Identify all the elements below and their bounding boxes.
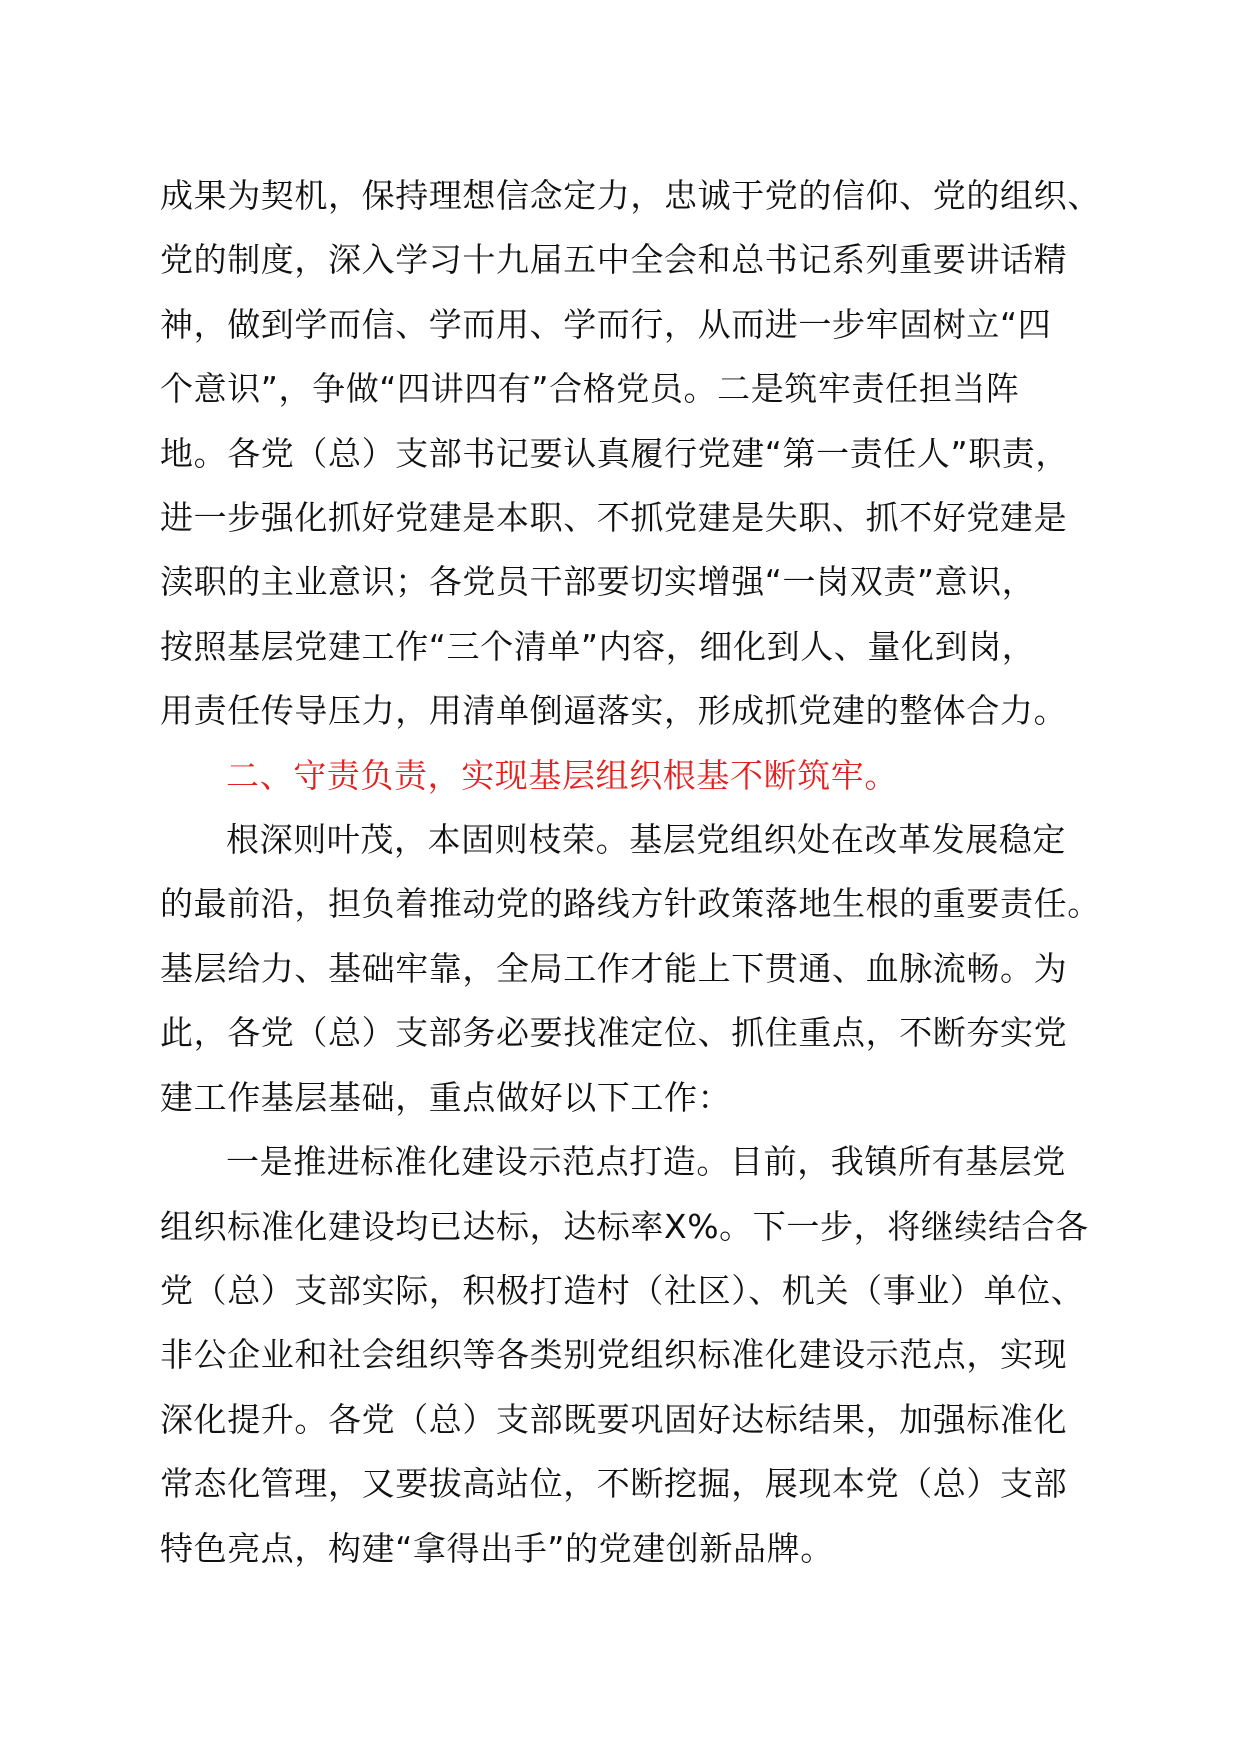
paragraph-grassroots [160,808,1120,1130]
text-line: 用责任传导压力，用清单倒逼落实，形成抓党建的整体合力。 [160,691,1068,731]
text-line: 按照基层党建工作“三个清单”内容，细化到人、量化到岗， [160,626,1036,666]
text-line: 一是推进标准化建设示范点打造。目前，我镇所有基层党 [226,1142,1066,1182]
text-line: 常态化管理，又要拔高站位，不断挖掘，展现本党（总）支部 [160,1464,1068,1504]
text-line: 基层给力、基础牢靠，全局工作才能上下贯通、血脉流畅。为 [160,948,1068,988]
text-line: 成果为契机，保持理想信念定力，忠诚于党的信仰、党的组织、 [160,176,1101,215]
text-line: 非公企业和社会组织等各类别党组织标准化建设示范点，实现 [160,1335,1068,1375]
text-line: 地。各党（总）支部书记要认真履行党建“第一责任人”职责， [160,433,1069,473]
paragraph-continued-intro [160,164,1120,744]
section-heading [160,744,1120,808]
text-line: 组织标准化建设均已达标，达标率X%。下一步，将继续结合各 [160,1206,1089,1246]
paragraph-standardization [160,1130,1120,1581]
text-line: 特色亮点，构建“拿得出手”的党建创新品牌。 [160,1528,834,1568]
heading-line: 二、守责负责，实现基层组织根基不断筑牢。 [226,755,898,795]
text-line: 此，各党（总）支部务必要找准定位、抓住重点，不断夯实党 [160,1013,1068,1053]
document-body [160,164,1120,1581]
text-line: 渎职的主业意识；各党员干部要切实增强“一岗双责”意识， [160,562,1036,602]
text-line: 党的制度，深入学习十九届五中全会和总书记系列重要讲话精 [160,240,1068,280]
text-line: 党（总）支部实际，积极打造村（社区）、机关（事业）单位、 [160,1270,1085,1310]
text-line: 的最前沿，担负着推动党的路线方针政策落地生根的重要责任。 [160,884,1101,924]
text-line: 深化提升。各党（总）支部既要巩固好达标结果，加强标准化 [160,1399,1068,1439]
text-line: 个意识”，争做“四讲四有”合格党员。二是筑牢责任担当阵 [160,369,1020,409]
text-line: 神，做到学而信、学而用、学而行，从而进一步牢固树立“四 [160,304,1052,344]
text-line: 进一步强化抓好党建是本职、不抓党建是失职、抓不好党建是 [160,498,1068,538]
text-line: 建工作基层基础，重点做好以下工作： [160,1077,732,1117]
text-line: 根深则叶茂，本固则枝荣。基层党组织处在改革发展稳定 [226,820,1066,860]
